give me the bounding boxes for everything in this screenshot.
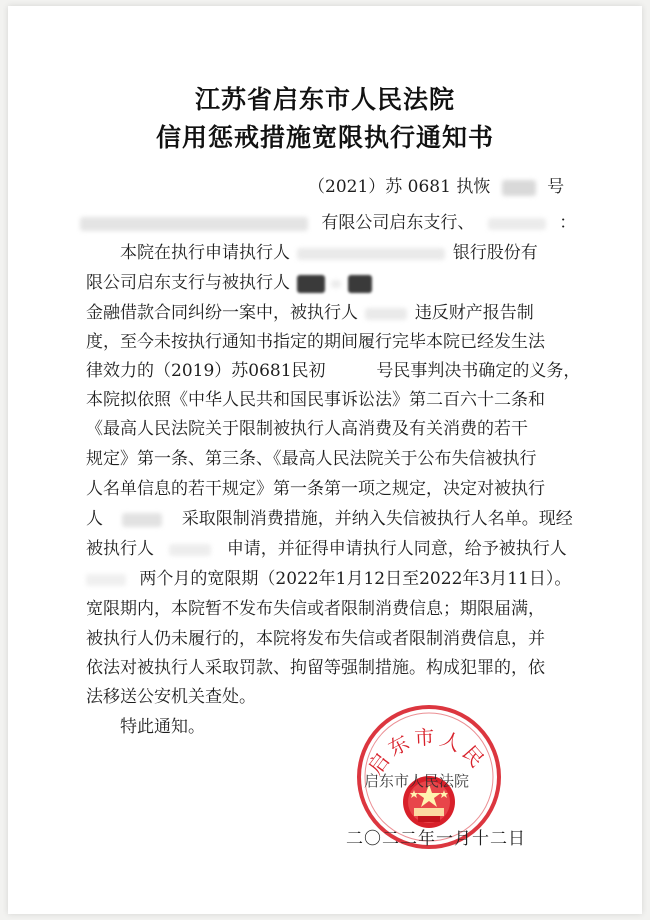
case-number bbox=[308, 172, 564, 197]
body-line-4: 度，至今未按执行通知书指定的期间履行完毕本院已经发生法 bbox=[86, 332, 545, 352]
body-line-12: 两个月的宽限期（2022年1月12日至2022年3月11日）。 bbox=[86, 564, 571, 589]
redaction-respondent-5 bbox=[169, 544, 211, 556]
body-line-15: 依法对被执行人采取罚款、拘留等强制措施。构成犯罪的，依 bbox=[86, 658, 545, 678]
body-line-13: 宽限期内，本院暂不发布失信或者限制消费信息；期限届满， bbox=[86, 599, 545, 619]
court-name: 江苏省启东市人民法院 bbox=[194, 85, 455, 114]
body-line-7: 《最高人民法院关于限制被执行人高消费及有关消费的若干 bbox=[86, 419, 528, 439]
body-line-1: 本院在执行申请执行人 银行股份有 bbox=[120, 243, 538, 263]
body-line-9: 人名单信息的若干规定》第一条第一项之规定，决定对被执行 bbox=[86, 479, 545, 499]
case-number-prefix: （2021）苏 0681 执恢 bbox=[308, 177, 491, 197]
body-line-16: 法移送公安机关查处。 bbox=[86, 687, 256, 707]
redaction-addressee bbox=[80, 217, 308, 231]
redaction-case-number bbox=[502, 180, 536, 196]
redaction-respondent-6 bbox=[86, 574, 126, 586]
addressee-line: 有限公司启东支行、 ： bbox=[80, 208, 576, 233]
redaction-respondent-2 bbox=[348, 275, 372, 293]
redaction-respondent-4 bbox=[122, 513, 162, 527]
body-line-6: 本院拟依照《中华人民共和国民事诉讼法》第二百六十二条和 bbox=[86, 390, 545, 410]
body-line-3: 金融借款合同纠纷一案中，被执行人 违反财产报告制 bbox=[86, 303, 534, 323]
redaction-respondent-1 bbox=[297, 275, 325, 293]
document-title: 信用惩戒措施宽限执行通知书 bbox=[155, 123, 494, 152]
redaction-respondent-3 bbox=[365, 308, 407, 320]
seal-arc-text: 启东市人民 bbox=[363, 724, 492, 779]
body-line-8: 规定》第一条、第三条、《最高人民法院关于公布失信被执行 bbox=[86, 449, 537, 469]
case-number-suffix: 号 bbox=[547, 177, 565, 197]
redaction-addressee-2 bbox=[488, 218, 546, 230]
body-line-10: 人 采取限制消费措施，并纳入失信被执行人名单。现经 bbox=[86, 509, 573, 529]
body-line-5: 律效力的（2019）苏0681民初 号民事判决书确定的义务， bbox=[86, 361, 581, 381]
body-line-14: 被执行人仍未履行的，本院将发布失信或者限制消费信息，并 bbox=[86, 629, 545, 649]
body-line-11: 被执行人 申请，并征得申请执行人同意，给予被执行人 bbox=[86, 539, 567, 559]
redaction-applicant bbox=[297, 248, 445, 260]
closing-text: 特此通知。 bbox=[120, 717, 205, 737]
seal-inner-text: 启东市人民法院 bbox=[364, 772, 470, 790]
body-line-2: 限公司启东支行与被执行人 bbox=[86, 268, 372, 293]
issue-date: 二〇二二年一月十二日 bbox=[346, 829, 526, 849]
